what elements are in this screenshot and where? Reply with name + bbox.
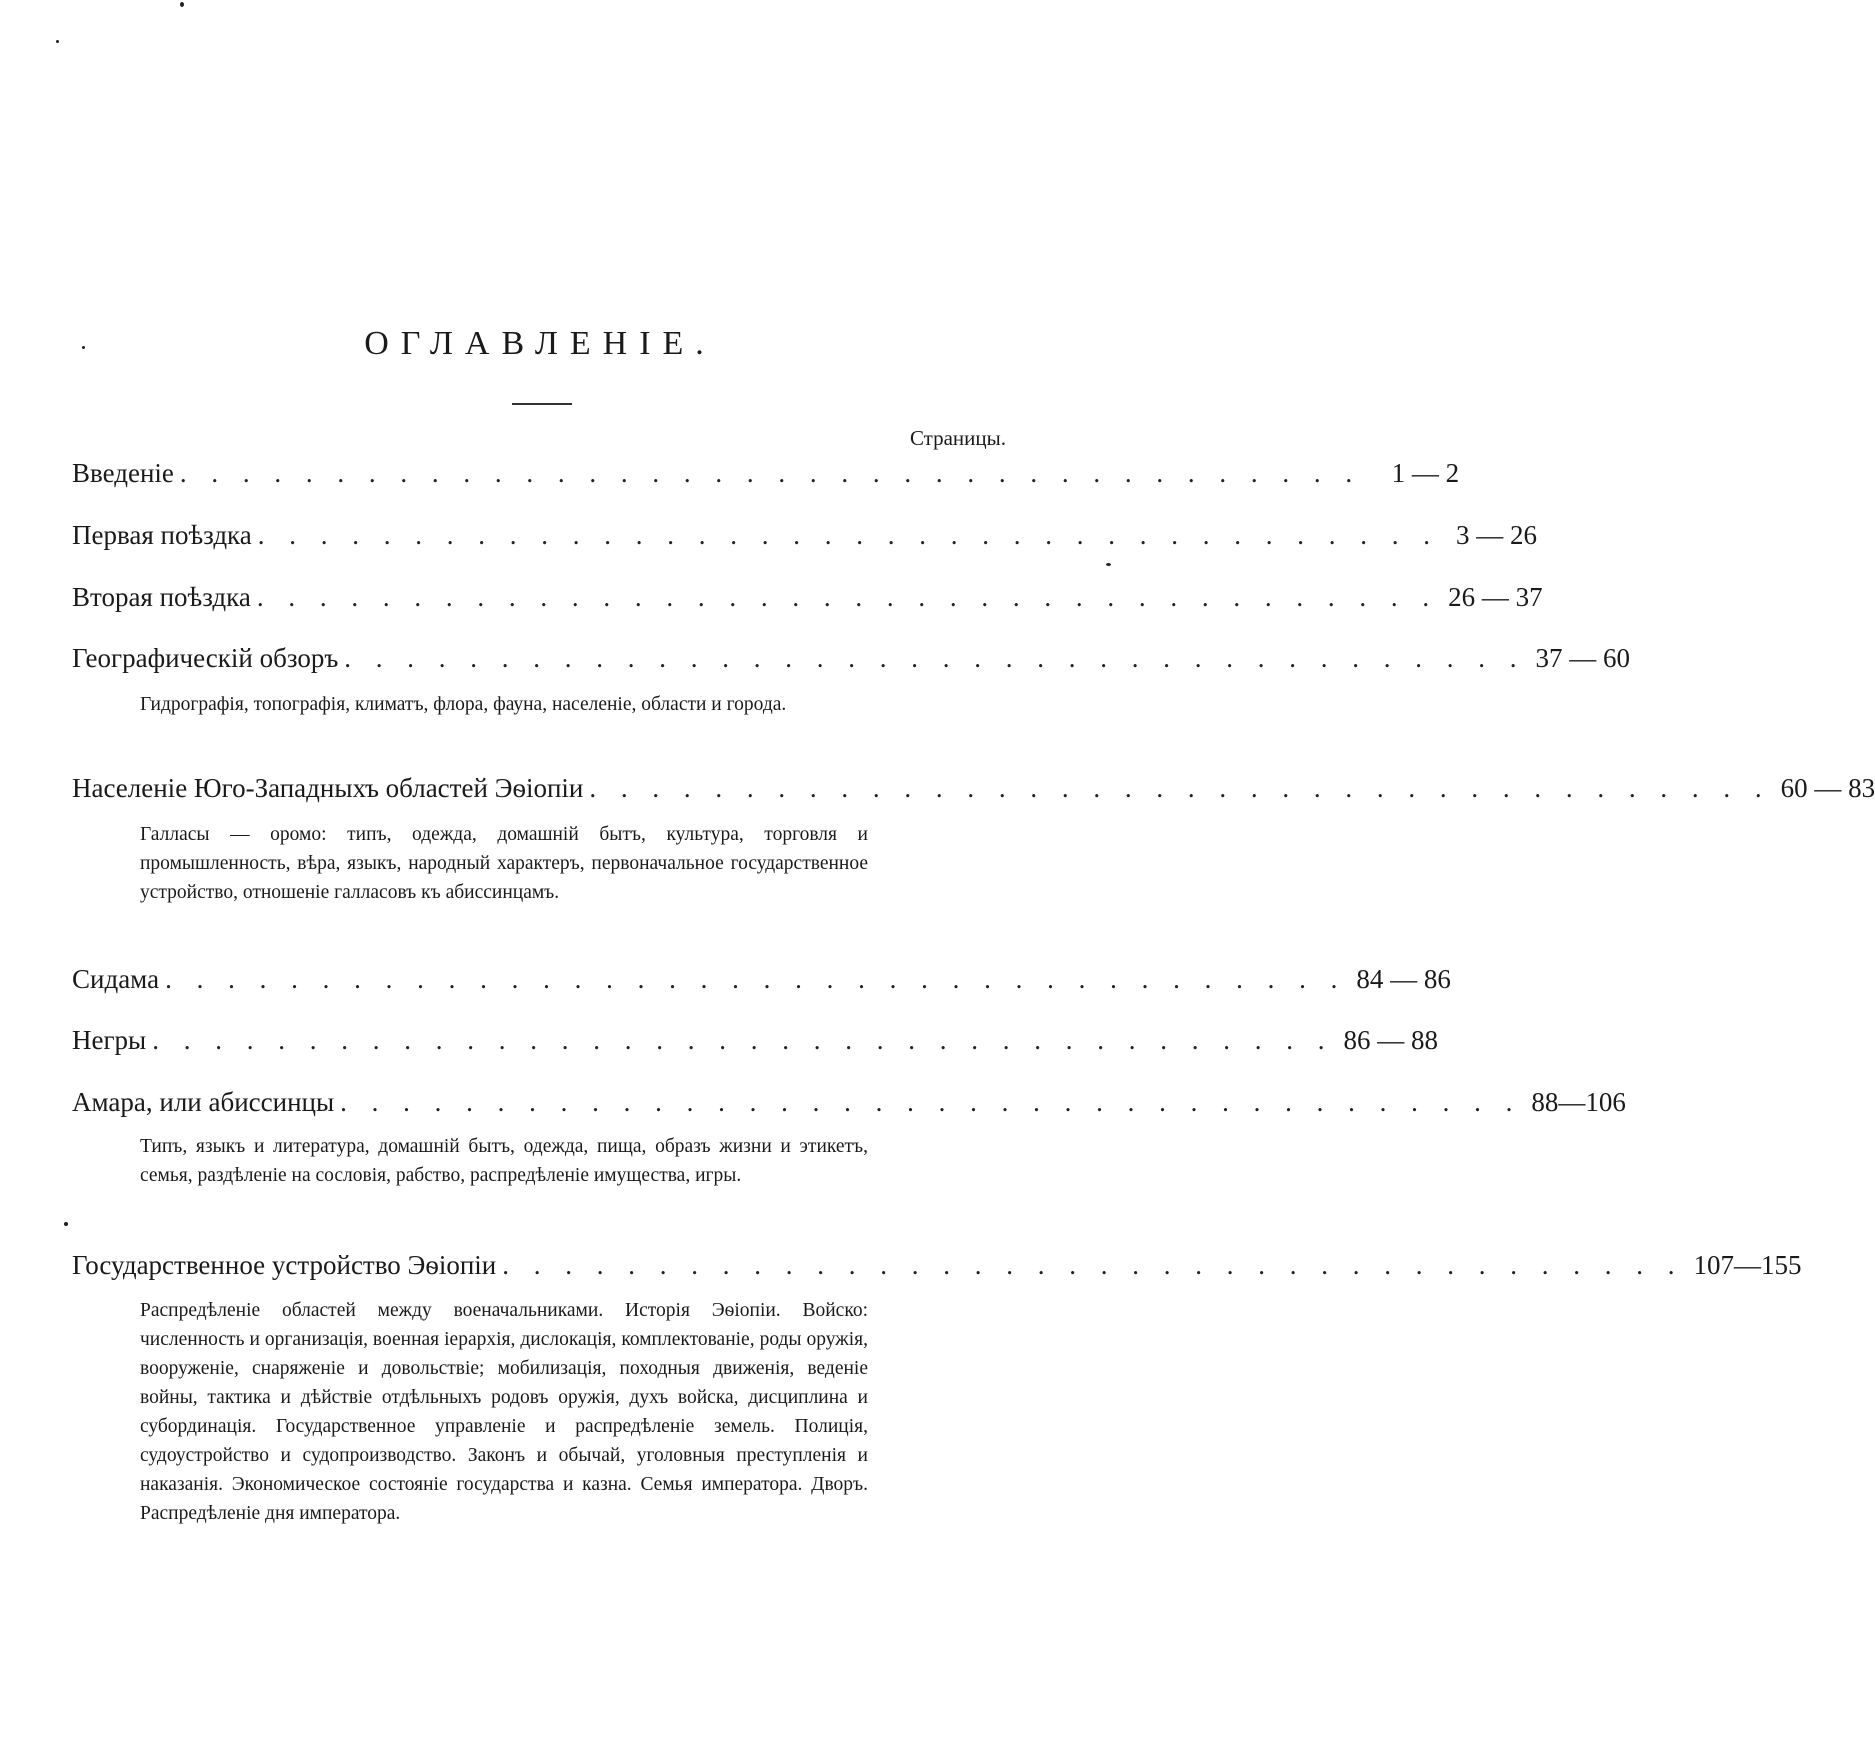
leader-dots: . . . . . . . . . . . . . . . . . . . . . . . . . . . . . . . . . . . . . . — [152, 1025, 1334, 1055]
page-title: ОГЛАВЛЕНІЕ. — [364, 325, 716, 362]
toc-entry-description — [140, 1296, 868, 1528]
toc-entry[interactable] — [72, 582, 1543, 622]
pages-column-label: Страницы. — [909, 426, 1006, 450]
leader-dots: . . . . . . . . . . . . . . . . . . . . . . . . . . . . . . . . . . . . . . — [257, 520, 1439, 550]
toc-entry-title: Вторая поѣздка — [72, 582, 251, 612]
toc-entry-pages: 84 — 86 — [1356, 964, 1451, 994]
toc-entry[interactable] — [72, 1250, 1802, 1290]
toc-entry-title: Негры — [72, 1025, 147, 1055]
toc-entry[interactable] — [72, 773, 1875, 813]
toc-entry-title: Географическій обзоръ — [72, 643, 339, 673]
description-text: Гидрографія, топографія, климатъ, флора, фауна, населеніе, области и города. — [140, 694, 787, 715]
scan-speck — [56, 40, 59, 43]
scan-speck — [82, 346, 85, 349]
scan-speck — [1106, 563, 1111, 566]
leader-dots: . . . . . . . . . . . . . . . . . . . . . . . . . . . . . . . . . . . . . . — [340, 1087, 1522, 1117]
leader-dots: . . . . . . . . . . . . . . . . . . . . . . . . . . . . . . . . . . . . . . — [165, 964, 1347, 994]
toc-entry-pages: 86 — 88 — [1343, 1025, 1438, 1055]
toc-entry-pages: 107—155 — [1693, 1250, 1802, 1280]
toc-entry-title: Государственное устройство Эѳіопіи — [72, 1250, 497, 1280]
toc-entry-title: Населеніе Юго-Западныхъ областей Эѳіопіи — [72, 773, 584, 803]
toc-entry[interactable] — [72, 1025, 1438, 1065]
toc-entry[interactable] — [72, 1087, 1626, 1127]
toc-entry-pages: 3 — 26 — [1456, 520, 1537, 550]
toc-entry[interactable] — [72, 520, 1537, 560]
scan-speck — [180, 2, 184, 7]
toc-entry-description — [140, 1132, 868, 1190]
toc-entry-pages: 26 — 37 — [1448, 582, 1543, 612]
toc-entry-pages: 88—106 — [1531, 1087, 1626, 1117]
leader-dots: . . . . . . . . . . . . . . . . . . . . . . . . . . . . . . . . . . . . . . — [502, 1250, 1684, 1280]
leader-dots: . . . . . . . . . . . . . . . . . . . . . . . . . . . . . . . . . . . . . . — [589, 773, 1771, 803]
title-divider — [512, 403, 572, 405]
toc-entry-title: Введеніе — [72, 458, 174, 488]
description-text: Распредѣленіе областей между военачальниками. Исторія Эѳіопіи. Войско: численность и организація, военная іерархія, дислокація, комплектованіе, роды оружія, вооруженіе, снаряженіе и довольствіе; мобилизація, походныя движенія, веденіе войны, тактика и дѣйствіе отдѣльныхъ родовъ оружія, духъ войска, дисциплина и субординація. Государственное управленіе и распредѣленіе земель. Полиція, судоустройство и судопроизводство. Законъ и обычай, уголовныя преступленія и наказанія. Экономическое состояніе государства и казна. Семья императора. Дворъ. Распредѣленіе дня императора. — [140, 1300, 868, 1524]
leader-dots: . . . . . . . . . . . . . . . . . . . . . . . . . . . . . . . . . . . . . . — [344, 643, 1526, 673]
toc-entry[interactable] — [72, 964, 1451, 1004]
toc-entry-title: Сидама — [72, 964, 160, 994]
toc-entry[interactable] — [72, 643, 1631, 683]
toc-entry[interactable] — [72, 458, 1460, 498]
scan-speck — [64, 1222, 68, 1226]
toc-entry-title: Первая поѣздка — [72, 520, 252, 550]
toc-entry-description — [140, 690, 868, 719]
description-text: Типъ, языкъ и литература, домашній бытъ, одежда, пища, образъ жизни и этикетъ, семья, раздѣленіе на сословія, рабство, распредѣленіе имущества, игры. — [140, 1136, 868, 1186]
toc-entry-pages: 1 — 2 — [1391, 458, 1460, 488]
toc-entry-title: Амара, или абиссинцы — [72, 1087, 335, 1117]
toc-entry-pages: 60 — 83 — [1780, 773, 1875, 803]
leader-dots: . . . . . . . . . . . . . . . . . . . . . . . . . . . . . . . . . . . . . . — [179, 458, 1362, 488]
description-text: Галласы — оромо: типъ, одежда, домашній бытъ, культура, торговля и промышленность, вѣра, языкъ, народный характеръ, первоначальное государственное устройство, отношеніе галласовъ къ абиссинцамъ. — [140, 824, 868, 903]
leader-dots: . . . . . . . . . . . . . . . . . . . . . . . . . . . . . . . . . . . . . . — [256, 582, 1439, 612]
toc-entry-pages: 37 — 60 — [1535, 643, 1631, 673]
toc-entry-description — [140, 820, 868, 907]
